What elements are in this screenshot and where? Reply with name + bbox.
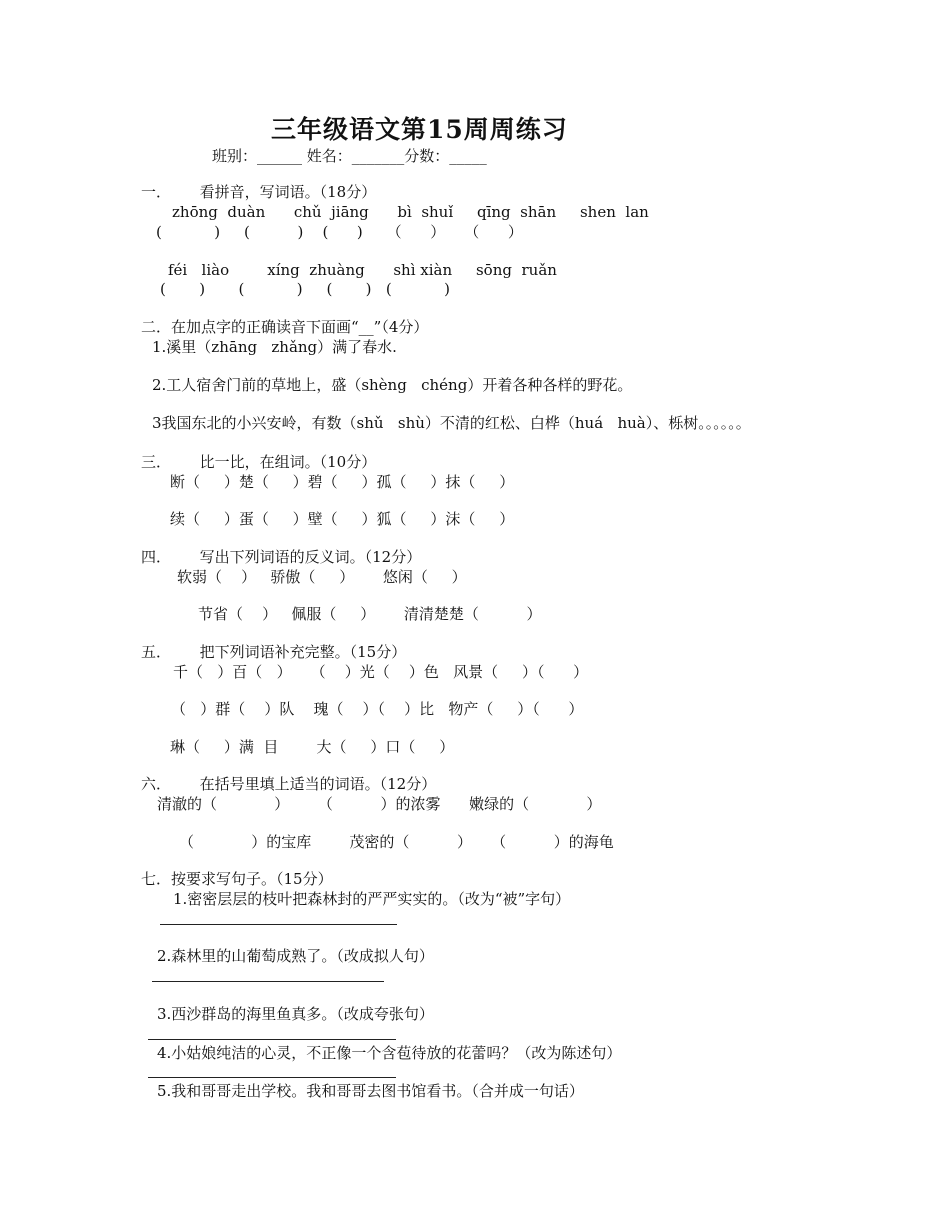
section-7-question-5: 5.我和哥哥走出学校。我和哥哥去图书馆看书。（合并成一句话）: [157, 1082, 584, 1100]
section-2-heading: 二．在加点字的正确读音下面画“__”（4分）: [141, 318, 429, 336]
section-3-row-1: 断（ ）楚（ ）碧（ ）孤（ ）抹（ ）: [170, 473, 515, 491]
section-1-blanks-row-1: ( ) ( ) ( ) （ ） （ ）: [156, 223, 523, 241]
section-2-question-2: 2.工人宿舍门前的草地上，盛（shèng chéng）开着各种各样的野花。: [152, 376, 633, 394]
section-7-question-1: 1.密密层层的枝叶把森林封的严严实实的。（改为“被”字句）: [173, 890, 571, 908]
section-1-pinyin-row-2: féi liào xíng zhuàng shì xiàn sōng ruǎn: [168, 261, 557, 279]
section-1-blanks-row-2: ( ) ( ) ( ) ( ): [160, 280, 450, 298]
section-1-pinyin-row-1: zhōng duàn chǔ jiāng bì shuǐ qīng shān shen lan: [172, 203, 649, 221]
section-5-heading: 五． 把下列词语补充完整。（15分）: [141, 643, 407, 661]
section-6-row-2: （ ）的宝库 茂密的（ ） （ ）的海龟: [179, 833, 614, 851]
section-3-heading: 三． 比一比，在组词。（10分）: [141, 453, 377, 471]
section-5-row-1: 千（ ）百（ ） （ ）光（ ）色 风景（ ）（ ）: [173, 663, 589, 681]
section-6-heading: 六． 在括号里填上适当的词语。（12分）: [141, 775, 437, 793]
answer-line-2[interactable]: [152, 981, 384, 982]
section-4-row-2: 节省（ ） 佩服（ ） 清清楚楚（ ）: [198, 605, 542, 623]
section-5-row-3: 琳（ ）满 目 大（ ）口（ ）: [170, 738, 455, 756]
section-4-heading: 四． 写出下列词语的反义词。（12分）: [141, 548, 422, 566]
answer-line-4[interactable]: [148, 1077, 396, 1078]
answer-line-3[interactable]: [148, 1039, 396, 1040]
section-3-row-2: 续（ ）蛋（ ）壁（ ）狐（ ）沫（ ）: [170, 510, 515, 528]
section-1-heading: 一． 看拼音，写词语。（18分）: [141, 183, 377, 201]
page-title: 三年级语文第15周周练习: [271, 115, 568, 144]
student-info-line: 班别：______ 姓名：_______分数：_____: [212, 147, 487, 165]
section-7-question-3: 3.西沙群岛的海里鱼真多。（改成夸张句）: [157, 1005, 434, 1023]
section-5-row-2: （ ）群（ ）队 瑰（ ）（ ）比 物产（ ）（ ）: [171, 700, 584, 718]
answer-line-1[interactable]: [160, 924, 397, 925]
section-4-row-1: 软弱（ ） 骄傲（ ） 悠闲（ ）: [177, 568, 467, 586]
section-7-question-2: 2.森林里的山葡萄成熟了。（改成拟人句）: [157, 947, 434, 965]
section-6-row-1: 清澈的（ ） （ ）的浓雾 嫩绿的（ ）: [157, 795, 602, 813]
section-7-question-4: 4.小姑娘纯洁的心灵，不正像一个含苞待放的花蕾吗？（改为陈述句）: [157, 1044, 622, 1062]
section-2-question-3: 3我国东北的小兴安岭，有数（shǔ shù）不清的红松、白桦（huá huà）、栎树。。。。。。: [152, 414, 751, 432]
section-2-question-1: 1.溪里（zhāng zhǎng）满了春水.: [152, 338, 397, 356]
section-7-heading: 七．按要求写句子。（15分）: [141, 870, 333, 888]
